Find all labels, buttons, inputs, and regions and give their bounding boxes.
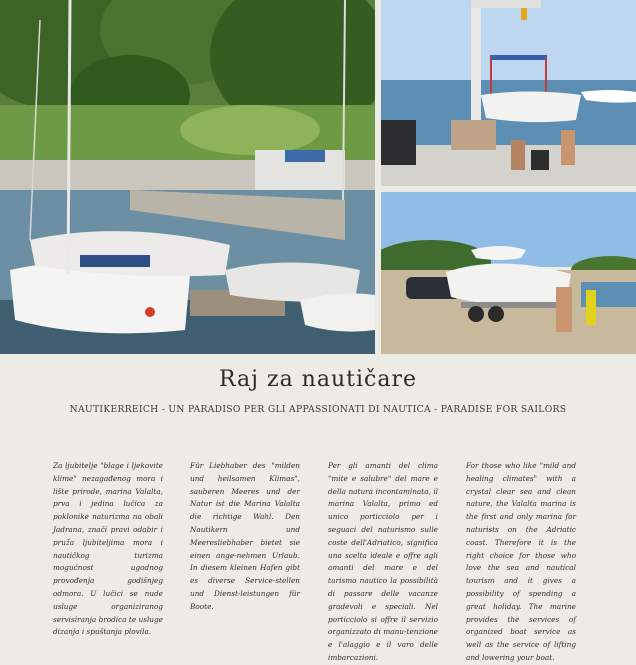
boat-trailer-photo [381, 192, 636, 354]
text-column-italian: Per gli amanti del clima "mite e salubre" del mare e della natura incontaminata, il marina Valalta, primo ed unico porticciolo per i seguaci del naturismo sulle coste dell'Adriatico, significa una scelta ideale e offre agli amanti del mare e del turismo nautico la possibilità di passare delle vacanze gradevoli e speciali. Nel porticciolo si offre il servizio organizzato di manu-tenzione e l'alaggio e il varo delle imbarcazioni. [328, 461, 438, 662]
crane-photo [381, 0, 636, 186]
crane-photo-graphic [381, 0, 636, 186]
marina-photo [0, 0, 375, 354]
boat-trailer-photo-graphic [381, 192, 636, 354]
text-column-english: For those who like "mild and healing climates" with a crystal clear sea and clean nature, the Valalta marina is the first and only marina for naturists on the Adriatic coast. Therefore it is the right choice for those who love the sea and nautical tourism and it gives a possibility of spending a great holiday. The marine provides the services of organized boat service as well as the service of lifting and lowering your boat. [466, 461, 576, 662]
marina-photo-graphic [0, 0, 375, 354]
page-subtitle: NAUTIKERREICH - UN PARADISO PER GLI APPASSIONATI DI NAUTICA - PARADISE FOR SAILORS [69, 404, 567, 415]
text-column-croatian: Za ljubitelje "blage i ljekovite klime" nezagađenog mora i lište prirode, marina Valalta, prva i jedina lučica za poklonike naturizma na obali Jadrana, znači pravi odabir i pruža ljubiteljima mora i nautičkog turizma mogućnost ugodnog provođenja godišnjeg odmora. U lučici se nude usluge organiziranog servisiranja brodica te usluge dizanja i spuštanja plovila. [53, 461, 163, 637]
page-title: Raj za nautičare [218, 367, 417, 392]
text-column-german: Für Liebhaber des "milden und heilsamen Klimas", sauberen Meeres und der Natur ist die Marina Valalta die richtige Wahl. Den Nautikern und Meeresliebhaber bietet sie einen ange-nehmen Urlaub. In diesem kleinen Hafen gibt es diverse Service-stellen und Dienst-leistungen für Boote. [190, 461, 300, 611]
